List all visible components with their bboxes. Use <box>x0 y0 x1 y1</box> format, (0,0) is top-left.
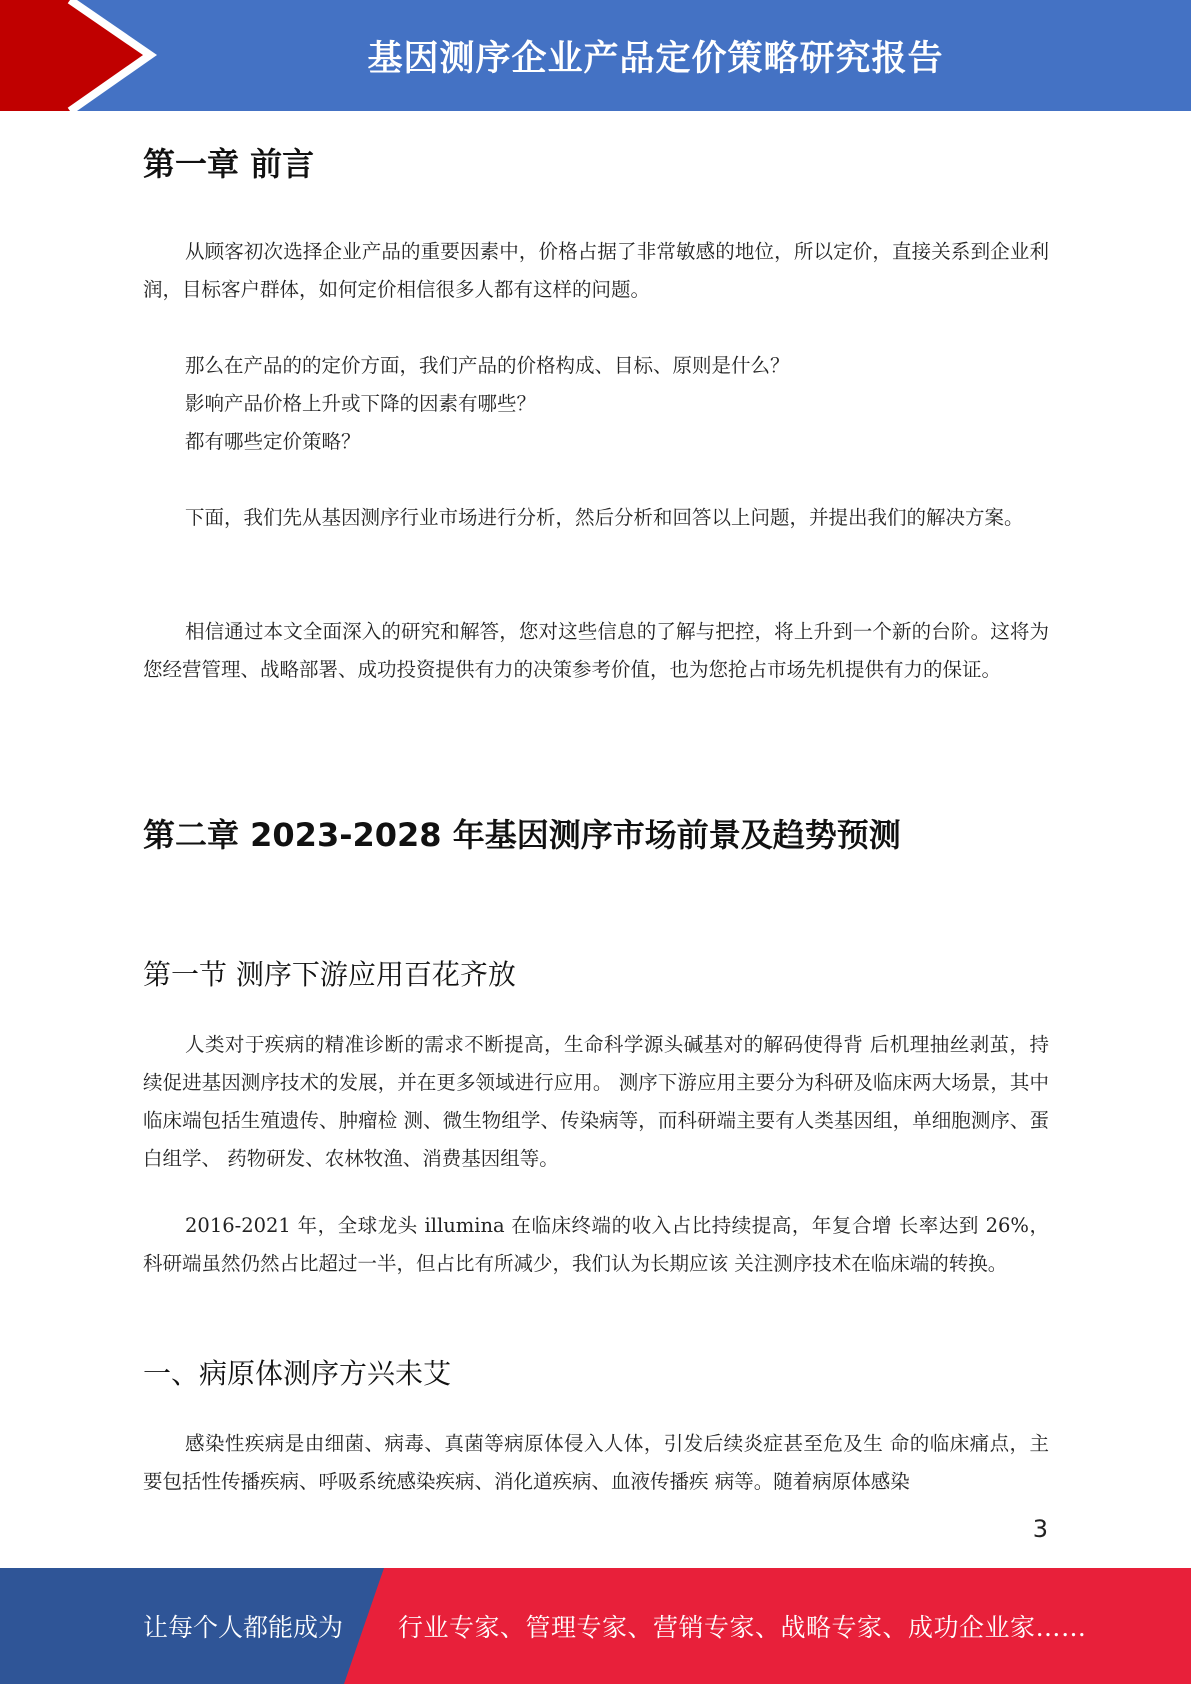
chapter-1-question-1: 那么在产品的的定价方面，我们产品的价格构成、目标、原则是什么？ <box>185 354 790 377</box>
subsection-1-heading: 一、病原体测序方兴未艾 <box>143 1357 452 1390</box>
chapter-1-paragraph-3: 相信通过本文全面深入的研究和解答，您对这些信息的了解与把控，将上升到一个新的台阶。这将为您经营管理、战略部署、成功投资提供有力的决策参考价值，也为您抢占市场先机提供有力的保证。 <box>143 620 1049 681</box>
footer-slogan-left: 让每个人都能成为 <box>143 1613 344 1642</box>
chapter-1-question-2: 影响产品价格上升或下降的因素有哪些？ <box>185 392 537 415</box>
section-1-heading: 第一节 测序下游应用百花齐放 <box>143 958 516 991</box>
chapter-1-paragraph-2: 下面，我们先从基因测序行业市场进行分析，然后分析和回答以上问题，并提出我们的解决方案。 <box>185 506 1024 529</box>
header-banner <box>0 0 1191 111</box>
section-1-paragraph-2: 2016-2021 年，全球龙头 illumina 在临床终端的收入占比持续提高，年复合增 长率达到 26%，科研端虽然仍然占比超过一半，但占比有所减少，我们认为长期应该 关注测序技术在临床端的转换。 <box>143 1214 1049 1275</box>
chapter-1-paragraph-1: 从顾客初次选择企业产品的重要因素中，价格占据了非常敏感的地位，所以定价，直接关系到企业利润，目标客户群体，如何定价相信很多人都有这样的问题。 <box>143 240 1049 301</box>
chapter-1-question-3: 都有哪些定价策略？ <box>185 430 361 453</box>
page-number: 3 <box>1032 1515 1048 1543</box>
footer-banner <box>0 1568 1191 1684</box>
chapter-1-heading: 第一章 前言 <box>143 145 315 183</box>
section-1-paragraph-1: 人类对于疾病的精准诊断的需求不断提高，生命科学源头碱基对的解码使得背 后机理抽丝剥茧，持续促进基因测序技术的发展，并在更多领域进行应用。 测序下游应用主要分为科研及临床两大场景，其中临床端包括生殖遗传、肿瘤检 测、微生物组学、传染病等，而科研端主要有人类基因组，单细胞测序、蛋白组学、 药物研发、农林牧渔、消费基因组等。 <box>143 1033 1049 1170</box>
chapter-2-heading: 第二章 2023-2028 年基因测序市场前景及趋势预测 <box>143 816 901 854</box>
footer-slogan-right: 行业专家、管理专家、营销专家、战略专家、成功企业家…… <box>398 1613 1087 1642</box>
subsection-1-paragraph: 感染性疾病是由细菌、病毒、真菌等病原体侵入人体，引发后续炎症甚至危及生 命的临床痛点，主要包括性传播疾病、呼吸系统感染疾病、消化道疾病、血液传播疾 病等。随着病原体感染 <box>143 1432 1049 1493</box>
report-title: 基因测序企业产品定价策略研究报告 <box>367 38 944 79</box>
